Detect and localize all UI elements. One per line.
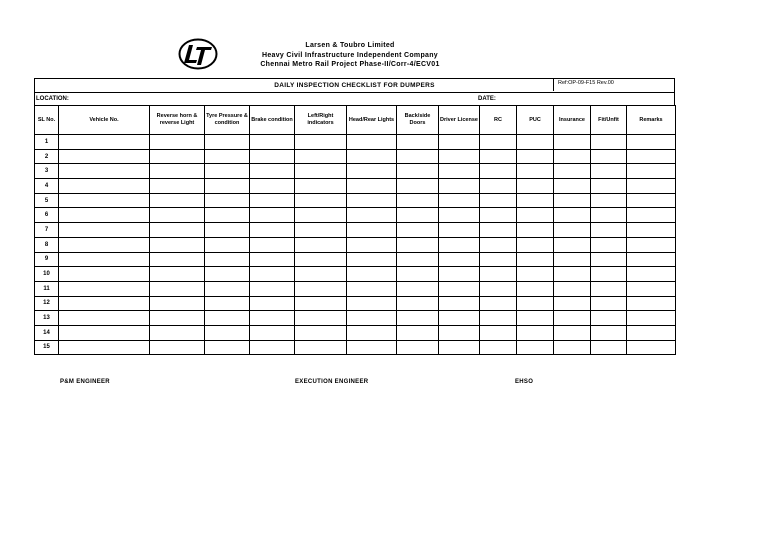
entry-cell[interactable] (150, 164, 205, 179)
entry-cell[interactable] (591, 281, 627, 296)
entry-cell[interactable] (150, 223, 205, 238)
entry-cell[interactable] (517, 281, 554, 296)
entry-cell[interactable] (627, 325, 676, 340)
entry-cell[interactable] (250, 281, 295, 296)
entry-cell[interactable] (627, 149, 676, 164)
entry-cell[interactable] (295, 281, 347, 296)
entry-cell[interactable] (591, 223, 627, 238)
table-row (35, 340, 676, 355)
table-row (35, 252, 676, 267)
entry-cell[interactable] (554, 164, 591, 179)
entry-cell[interactable] (205, 252, 250, 267)
entry-cell[interactable] (517, 237, 554, 252)
serial-number-cell: 11 (35, 281, 59, 296)
entry-cell[interactable] (397, 267, 439, 282)
serial-number-cell: 15 (35, 340, 59, 355)
entry-cell[interactable] (150, 267, 205, 282)
entry-cell[interactable] (250, 223, 295, 238)
column-header: PUC (517, 106, 554, 135)
entry-cell[interactable] (295, 193, 347, 208)
entry-cell[interactable] (347, 296, 397, 311)
table-row (35, 267, 676, 282)
serial-number-cell: 10 (35, 267, 59, 282)
entry-cell[interactable] (480, 193, 517, 208)
table-row (35, 135, 676, 150)
form-reference: Ref:OP-09-F15 Rev.00 (553, 79, 676, 91)
company-name: Larsen & Toubro Limited (305, 42, 395, 49)
entry-cell[interactable] (205, 223, 250, 238)
entry-cell[interactable] (439, 325, 480, 340)
entry-cell[interactable] (627, 296, 676, 311)
entry-cell[interactable] (250, 340, 295, 355)
entry-cell[interactable] (517, 252, 554, 267)
entry-cell[interactable] (517, 193, 554, 208)
entry-cell[interactable] (59, 340, 150, 355)
entry-cell[interactable] (59, 179, 150, 194)
entry-cell[interactable] (150, 179, 205, 194)
entry-cell[interactable] (295, 179, 347, 194)
entry-cell[interactable] (150, 208, 205, 223)
entry-cell[interactable] (347, 149, 397, 164)
entry-cell[interactable] (627, 311, 676, 326)
entry-cell[interactable] (439, 164, 480, 179)
entry-cell[interactable] (480, 281, 517, 296)
entry-cell[interactable] (397, 311, 439, 326)
entry-cell[interactable] (554, 193, 591, 208)
entry-cell[interactable] (250, 149, 295, 164)
entry-cell[interactable] (439, 135, 480, 150)
location-label: LOCATION: (36, 96, 69, 102)
lt-logo-icon (178, 38, 218, 70)
column-header: RC (480, 106, 517, 135)
column-header: Head/Rear Lights (347, 106, 397, 135)
entry-cell[interactable] (150, 252, 205, 267)
entry-cell[interactable] (591, 135, 627, 150)
entry-cell[interactable] (250, 267, 295, 282)
table-row (35, 325, 676, 340)
entry-cell[interactable] (517, 135, 554, 150)
entry-cell[interactable] (295, 252, 347, 267)
entry-cell[interactable] (397, 149, 439, 164)
entry-cell[interactable] (347, 267, 397, 282)
entry-cell[interactable] (347, 135, 397, 150)
entry-cell[interactable] (591, 296, 627, 311)
entry-cell[interactable] (250, 252, 295, 267)
entry-cell[interactable] (295, 325, 347, 340)
entry-cell[interactable] (480, 223, 517, 238)
entry-cell[interactable] (59, 325, 150, 340)
entry-cell[interactable] (627, 208, 676, 223)
entry-cell[interactable] (397, 237, 439, 252)
entry-cell[interactable] (517, 179, 554, 194)
entry-cell[interactable] (591, 325, 627, 340)
entry-cell[interactable] (439, 296, 480, 311)
entry-cell[interactable] (250, 325, 295, 340)
project-name: Chennai Metro Rail Project Phase-II/Corr-4/ECV01 (260, 61, 440, 68)
entry-cell[interactable] (627, 179, 676, 194)
entry-cell[interactable] (554, 281, 591, 296)
entry-cell[interactable] (59, 193, 150, 208)
entry-cell[interactable] (554, 252, 591, 267)
entry-cell[interactable] (150, 135, 205, 150)
entry-cell[interactable] (347, 179, 397, 194)
entry-cell[interactable] (591, 311, 627, 326)
table-row (35, 237, 676, 252)
entry-cell[interactable] (347, 281, 397, 296)
entry-cell[interactable] (439, 223, 480, 238)
column-header: Brake condition (250, 106, 295, 135)
entry-cell[interactable] (347, 325, 397, 340)
serial-number-cell: 1 (35, 135, 59, 150)
entry-cell[interactable] (591, 340, 627, 355)
entry-cell[interactable] (627, 223, 676, 238)
entry-cell[interactable] (205, 296, 250, 311)
table-row (35, 223, 676, 238)
entry-cell[interactable] (397, 281, 439, 296)
company-header (230, 41, 470, 70)
entry-cell[interactable] (517, 311, 554, 326)
entry-cell[interactable] (591, 149, 627, 164)
entry-cell[interactable] (250, 237, 295, 252)
date-label: DATE: (478, 96, 496, 102)
entry-cell[interactable] (150, 237, 205, 252)
entry-cell[interactable] (150, 325, 205, 340)
column-header: Insurance (554, 106, 591, 135)
entry-cell[interactable] (205, 237, 250, 252)
entry-cell[interactable] (347, 223, 397, 238)
entry-cell[interactable] (150, 193, 205, 208)
table-row (35, 296, 676, 311)
ehso-signature: EHSO (515, 379, 534, 385)
column-header: Vehicle No. (59, 106, 150, 135)
entry-cell[interactable] (554, 149, 591, 164)
entry-cell[interactable] (480, 325, 517, 340)
entry-cell[interactable] (347, 164, 397, 179)
column-header: Back/side Doors (397, 106, 439, 135)
entry-cell[interactable] (295, 311, 347, 326)
entry-cell[interactable] (480, 164, 517, 179)
serial-number-cell: 3 (35, 164, 59, 179)
entry-cell[interactable] (480, 311, 517, 326)
column-header: Reverse horn & reverse Light (150, 106, 205, 135)
entry-cell[interactable] (347, 340, 397, 355)
entry-cell[interactable] (517, 340, 554, 355)
entry-cell[interactable] (439, 193, 480, 208)
entry-cell[interactable] (554, 267, 591, 282)
entry-cell[interactable] (554, 179, 591, 194)
entry-cell[interactable] (295, 135, 347, 150)
entry-cell[interactable] (397, 164, 439, 179)
serial-number-cell: 4 (35, 179, 59, 194)
entry-cell[interactable] (554, 325, 591, 340)
entry-cell[interactable] (205, 164, 250, 179)
serial-number-cell: 7 (35, 223, 59, 238)
entry-cell[interactable] (250, 208, 295, 223)
column-header: Remarks (627, 106, 676, 135)
company-division: Heavy Civil Infrastructure Independent Company (261, 51, 438, 59)
entry-cell[interactable] (205, 149, 250, 164)
table-body (35, 135, 676, 355)
entry-cell[interactable] (517, 164, 554, 179)
entry-cell[interactable] (517, 149, 554, 164)
entry-cell[interactable] (397, 296, 439, 311)
entry-cell[interactable] (627, 281, 676, 296)
table-row (35, 164, 676, 179)
entry-cell[interactable] (59, 237, 150, 252)
serial-number-cell: 6 (35, 208, 59, 223)
entry-cell[interactable] (59, 281, 150, 296)
entry-cell[interactable] (439, 149, 480, 164)
entry-cell[interactable] (150, 340, 205, 355)
entry-cell[interactable] (150, 296, 205, 311)
entry-cell[interactable] (295, 164, 347, 179)
inspection-table (34, 105, 676, 355)
serial-number-cell: 8 (35, 237, 59, 252)
header-row (35, 106, 676, 135)
entry-cell[interactable] (397, 208, 439, 223)
entry-cell[interactable] (59, 135, 150, 150)
serial-number-cell: 13 (35, 311, 59, 326)
entry-cell[interactable] (150, 281, 205, 296)
form-title: DAILY INSPECTION CHECKLIST FOR DUMPERS (274, 82, 435, 89)
entry-cell[interactable] (554, 208, 591, 223)
entry-cell[interactable] (250, 296, 295, 311)
entry-cell[interactable] (205, 340, 250, 355)
entry-cell[interactable] (591, 208, 627, 223)
entry-cell[interactable] (205, 311, 250, 326)
entry-cell[interactable] (397, 340, 439, 355)
entry-cell[interactable] (250, 311, 295, 326)
entry-cell[interactable] (627, 135, 676, 150)
entry-cell[interactable] (517, 223, 554, 238)
entry-cell[interactable] (480, 208, 517, 223)
execution-engineer-signature: EXECUTION ENGINEER (295, 379, 369, 385)
entry-cell[interactable] (250, 193, 295, 208)
entry-cell[interactable] (439, 340, 480, 355)
entry-cell[interactable] (397, 179, 439, 194)
entry-cell[interactable] (439, 281, 480, 296)
entry-cell[interactable] (205, 281, 250, 296)
entry-cell[interactable] (627, 164, 676, 179)
entry-cell[interactable] (439, 252, 480, 267)
entry-cell[interactable] (397, 252, 439, 267)
entry-cell[interactable] (205, 193, 250, 208)
entry-cell[interactable] (295, 237, 347, 252)
entry-cell[interactable] (59, 267, 150, 282)
entry-cell[interactable] (397, 193, 439, 208)
table-row (35, 149, 676, 164)
title-row (34, 78, 675, 92)
entry-cell[interactable] (59, 208, 150, 223)
entry-cell[interactable] (480, 149, 517, 164)
entry-cell[interactable] (439, 267, 480, 282)
entry-cell[interactable] (591, 252, 627, 267)
entry-cell[interactable] (591, 193, 627, 208)
entry-cell[interactable] (397, 135, 439, 150)
entry-cell[interactable] (627, 193, 676, 208)
entry-cell[interactable] (480, 267, 517, 282)
entry-cell[interactable] (627, 267, 676, 282)
entry-cell[interactable] (397, 223, 439, 238)
serial-number-cell: 12 (35, 296, 59, 311)
entry-cell[interactable] (59, 149, 150, 164)
entry-cell[interactable] (205, 179, 250, 194)
entry-cell[interactable] (250, 179, 295, 194)
pm-engineer-signature: P&M ENGINEER (60, 379, 110, 385)
entry-cell[interactable] (627, 252, 676, 267)
entry-cell[interactable] (517, 325, 554, 340)
entry-cell[interactable] (250, 164, 295, 179)
table-row (35, 281, 676, 296)
entry-cell[interactable] (480, 296, 517, 311)
entry-cell[interactable] (554, 340, 591, 355)
entry-cell[interactable] (205, 325, 250, 340)
entry-cell[interactable] (554, 237, 591, 252)
entry-cell[interactable] (554, 311, 591, 326)
entry-cell[interactable] (59, 164, 150, 179)
serial-number-cell: 14 (35, 325, 59, 340)
entry-cell[interactable] (517, 267, 554, 282)
entry-cell[interactable] (347, 252, 397, 267)
entry-cell[interactable] (439, 208, 480, 223)
entry-cell[interactable] (347, 311, 397, 326)
entry-cell[interactable] (517, 208, 554, 223)
column-header: SL No. (35, 106, 59, 135)
entry-cell[interactable] (480, 252, 517, 267)
entry-cell[interactable] (480, 135, 517, 150)
serial-number-cell: 9 (35, 252, 59, 267)
entry-cell[interactable] (59, 296, 150, 311)
column-header: Tyre Pressure & condition (205, 106, 250, 135)
entry-cell[interactable] (150, 149, 205, 164)
entry-cell[interactable] (439, 311, 480, 326)
entry-cell[interactable] (397, 325, 439, 340)
table-row (35, 179, 676, 194)
serial-number-cell: 2 (35, 149, 59, 164)
column-header: Left/Right indicators (295, 106, 347, 135)
entry-cell[interactable] (480, 179, 517, 194)
entry-cell[interactable] (59, 252, 150, 267)
location-row (34, 92, 675, 105)
entry-cell[interactable] (627, 340, 676, 355)
entry-cell[interactable] (591, 164, 627, 179)
serial-number-cell: 5 (35, 193, 59, 208)
entry-cell[interactable] (150, 311, 205, 326)
entry-cell[interactable] (295, 267, 347, 282)
entry-cell[interactable] (205, 135, 250, 150)
entry-cell[interactable] (295, 340, 347, 355)
column-header: Fit/Unfit (591, 106, 627, 135)
entry-cell[interactable] (59, 311, 150, 326)
table-row (35, 311, 676, 326)
entry-cell[interactable] (480, 340, 517, 355)
entry-cell[interactable] (295, 149, 347, 164)
entry-cell[interactable] (295, 223, 347, 238)
entry-cell[interactable] (591, 237, 627, 252)
entry-cell[interactable] (591, 179, 627, 194)
entry-cell[interactable] (250, 135, 295, 150)
entry-cell[interactable] (554, 296, 591, 311)
entry-cell[interactable] (347, 237, 397, 252)
entry-cell[interactable] (439, 179, 480, 194)
column-header: Driver License (439, 106, 480, 135)
entry-cell[interactable] (480, 237, 517, 252)
entry-cell[interactable] (205, 267, 250, 282)
table-row (35, 193, 676, 208)
entry-cell[interactable] (295, 296, 347, 311)
entry-cell[interactable] (439, 237, 480, 252)
entry-cell[interactable] (591, 267, 627, 282)
entry-cell[interactable] (59, 223, 150, 238)
entry-cell[interactable] (627, 237, 676, 252)
table-row (35, 208, 676, 223)
entry-cell[interactable] (295, 208, 347, 223)
entry-cell[interactable] (517, 296, 554, 311)
entry-cell[interactable] (205, 208, 250, 223)
entry-cell[interactable] (347, 193, 397, 208)
entry-cell[interactable] (554, 223, 591, 238)
checklist-sheet (34, 78, 675, 355)
entry-cell[interactable] (347, 208, 397, 223)
entry-cell[interactable] (554, 135, 591, 150)
